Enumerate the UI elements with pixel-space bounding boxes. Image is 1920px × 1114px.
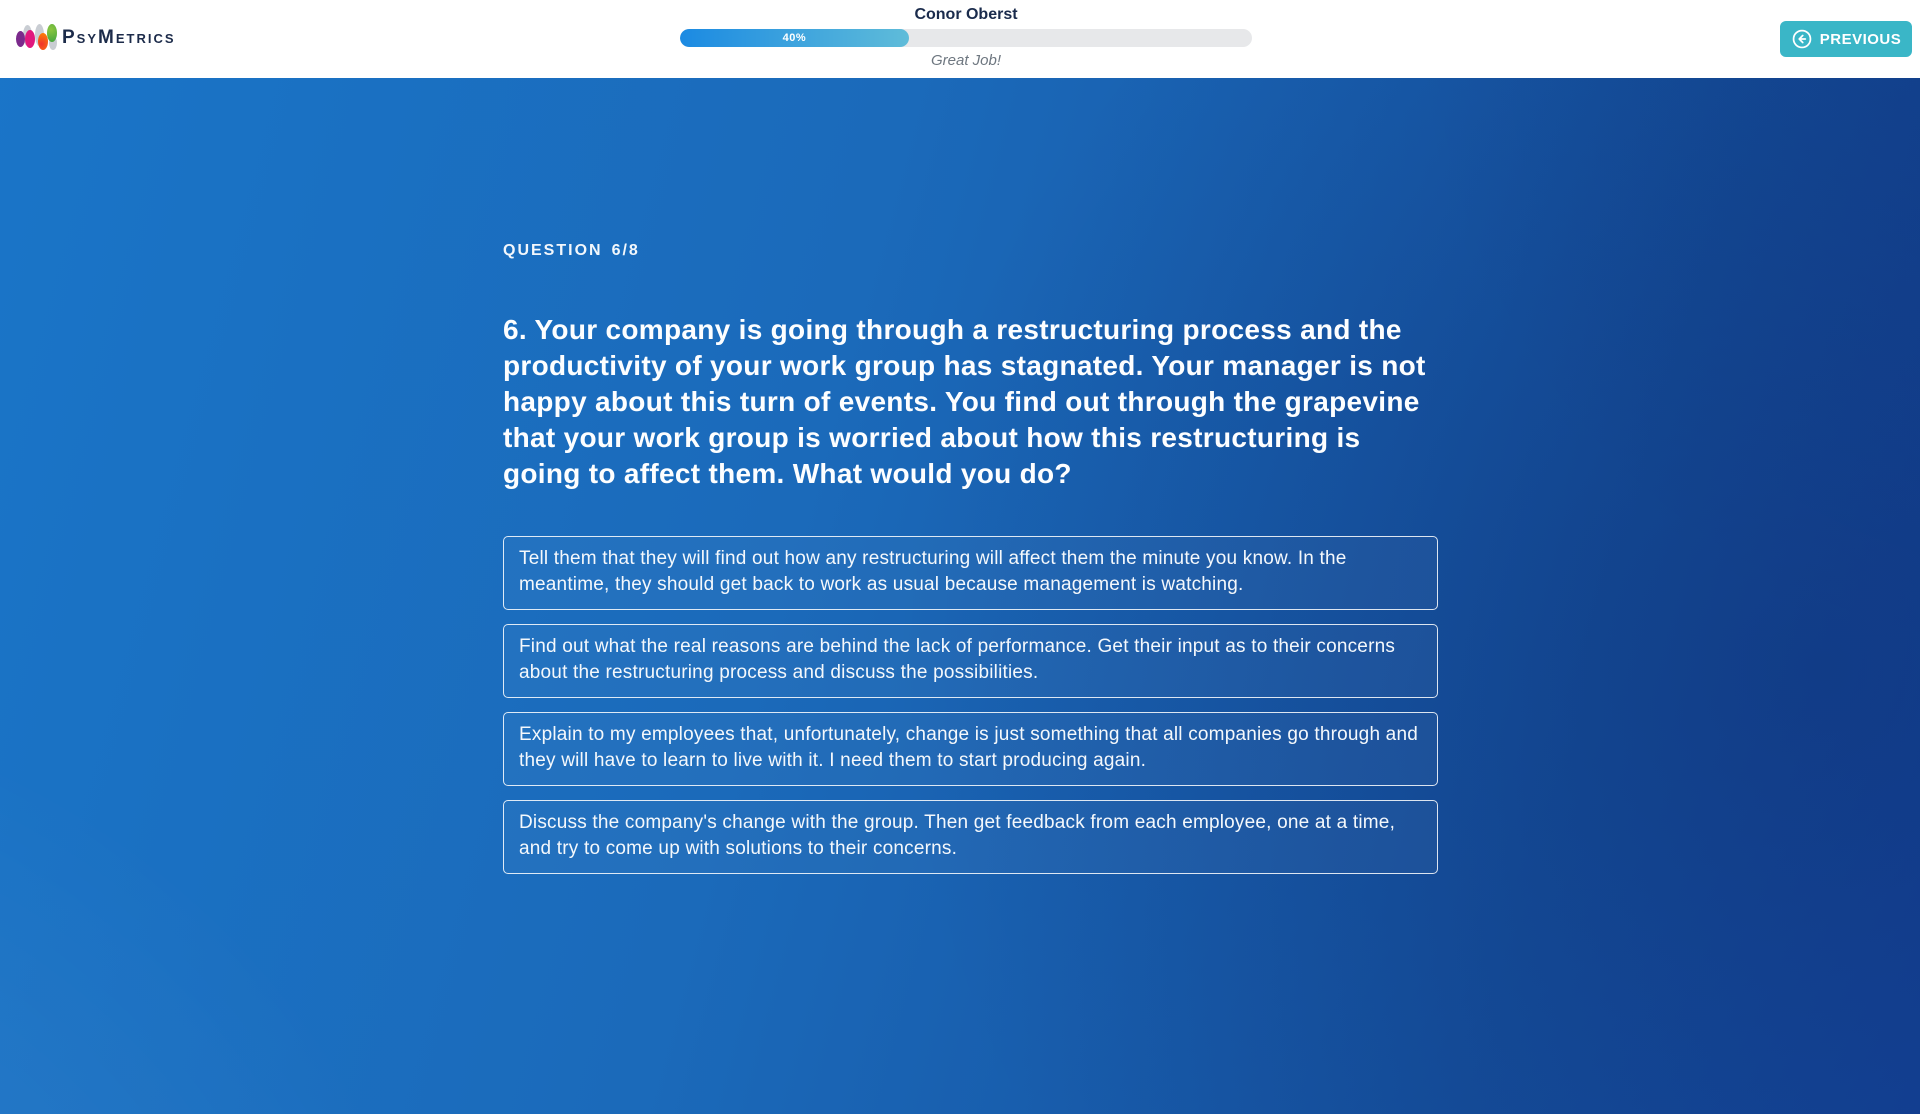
logo-dot-pink bbox=[25, 30, 35, 48]
progress-fill bbox=[680, 29, 909, 47]
progress-percent: 40% bbox=[782, 32, 807, 44]
brand-logo bbox=[16, 24, 176, 52]
answer-option-3[interactable]: Explain to my employees that, unfortunately, change is just something that all companies go through and they will have to learn to live with it. I need them to start producing again. bbox=[503, 712, 1438, 786]
previous-button-label: PREVIOUS bbox=[1819, 30, 1902, 48]
previous-arrow-icon bbox=[1791, 28, 1813, 50]
logo-dot-green bbox=[47, 24, 57, 42]
question-area bbox=[0, 78, 1920, 1114]
question-text: 6. Your company is going through a restructuring process and the productivity of your work group has stagnated. Your manager is not happy about this turn of events. You find out through the grapevine that your work group is worried about how this restructuring is going to affect them. What would you do? bbox=[503, 314, 1426, 489]
top-bar bbox=[0, 0, 1920, 78]
answer-option-1[interactable]: Tell them that they will find out how any restructuring will affect them the minute you know. In the meantime, they should get back to work as usual because management is watching. bbox=[503, 536, 1438, 610]
progress-bar bbox=[680, 29, 1252, 47]
brand-name: PsyMetrics bbox=[62, 27, 176, 48]
candidate-name: Conor Oberst bbox=[914, 6, 1018, 23]
logo-dot-purple bbox=[16, 31, 25, 47]
progress-block bbox=[680, 6, 1252, 69]
options-list bbox=[503, 536, 1438, 874]
answer-option-4[interactable]: Discuss the company's change with the group. Then get feedback from each employee, one at a time, and try to come up with solutions to their concerns. bbox=[503, 800, 1438, 874]
encouragement-text: Great Job! bbox=[930, 52, 1002, 69]
previous-button[interactable] bbox=[1780, 21, 1912, 57]
question-counter-word: QUESTION bbox=[503, 242, 603, 259]
psymetrics-logo-icon bbox=[16, 24, 56, 52]
answer-option-2[interactable]: Find out what the real reasons are behind the lack of performance. Get their input as to their concerns about the restructuring process and discuss the possibilities. bbox=[503, 624, 1438, 698]
question-counter-number: 6/8 bbox=[611, 242, 640, 259]
question-counter bbox=[503, 242, 1438, 260]
